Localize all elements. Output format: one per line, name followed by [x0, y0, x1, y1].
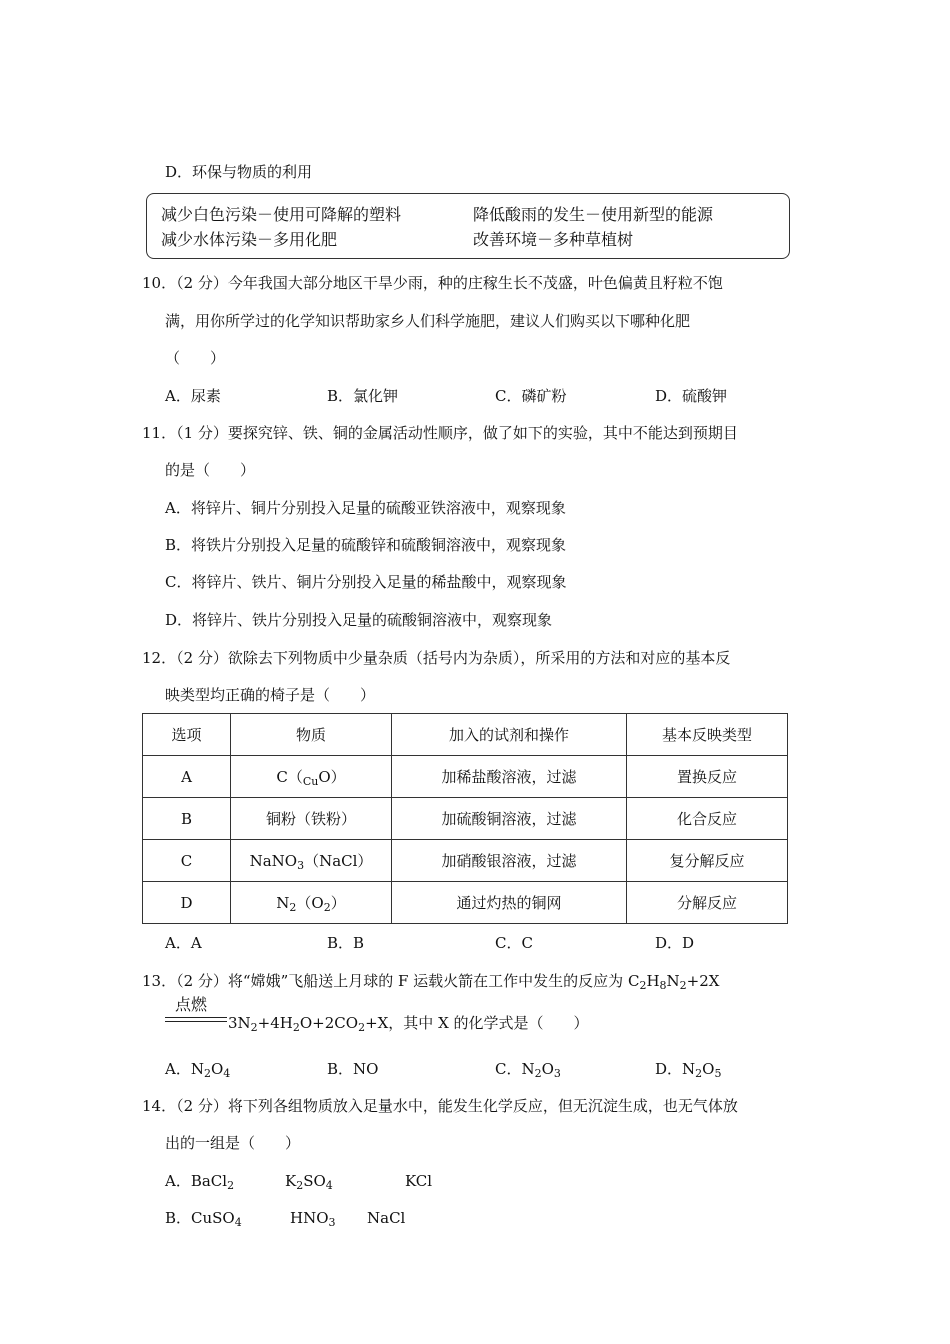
table-header-cell: 选项 [143, 714, 231, 756]
subscript: 2 [534, 1067, 542, 1080]
text: D．N [655, 1060, 696, 1078]
text: +2X [686, 972, 720, 990]
subscript: 2 [292, 1021, 300, 1034]
table-cell-option: B [143, 798, 231, 840]
subscript: 2 [227, 1179, 235, 1192]
table-cell-reagent: 通过灼热的铜网 [392, 882, 627, 924]
text: （O [296, 894, 324, 912]
q10-stem-line2: 满，用你所学过的化学知识帮助家乡人们科学施肥，建议人们购买以下哪种化肥 [165, 312, 691, 330]
text: 13．（2 分）将“嫦娥”飞船送上月球的 F 运载火箭在工作中发生的反应为 C [142, 972, 640, 990]
q10-option-b[interactable]: B．氯化钾 [327, 387, 399, 405]
q12-option-d[interactable]: D．D [655, 934, 695, 952]
subscript: 2 [296, 1179, 304, 1192]
q13-stem-line2 [228, 1013, 589, 1033]
table-cell-reagent: 加硫酸铜溶液，过滤 [392, 798, 627, 840]
table-header-cell: 物质 [231, 714, 392, 756]
subscript: 8 [659, 979, 667, 992]
subscript: 4 [325, 1179, 333, 1192]
q14-option-a-item3: KCl [405, 1172, 433, 1190]
table-cell-substance [231, 840, 392, 882]
text: （NaCl） [304, 852, 373, 870]
subscript: 5 [714, 1067, 722, 1080]
table-cell-substance [231, 882, 392, 924]
q14-option-a-item2 [285, 1171, 333, 1191]
q14-option-b[interactable] [165, 1208, 242, 1228]
subscript: 4 [223, 1067, 231, 1080]
q12-option-c[interactable]: C．C [495, 934, 533, 952]
table-cell-type: 置换反应 [627, 756, 788, 798]
q13-option-a[interactable] [165, 1059, 230, 1079]
box-text: 减少水体污染－多用化肥 [161, 230, 338, 249]
subscript: 4 [234, 1216, 242, 1229]
text: O+2CO [299, 1014, 359, 1032]
text: SO [303, 1172, 326, 1190]
q10-option-c[interactable]: C．磷矿粉 [495, 387, 567, 405]
table-row [143, 798, 788, 840]
table-header-cell: 加入的试剂和操作 [392, 714, 627, 756]
table-row [143, 756, 788, 798]
text: A．N [165, 1060, 204, 1078]
text: C（ [276, 768, 303, 786]
table-row [143, 882, 788, 924]
q13-option-d[interactable] [655, 1059, 721, 1079]
text: B．CuSO [165, 1209, 235, 1227]
q10-option-a[interactable]: A．尿素 [165, 387, 221, 405]
subscript: 3 [328, 1216, 336, 1229]
box-text: 降低酸雨的发生－使用新型的能源 [473, 205, 714, 224]
q14-option-a[interactable] [165, 1171, 234, 1191]
subscript: 3 [553, 1067, 561, 1080]
q14-stem-line1: 14．（2 分）将下列各组物质放入足量水中，能发生化学反应，但无沉淀生成，也无气体放 [142, 1097, 738, 1115]
text: NaNO [249, 852, 298, 870]
q14-stem-line2: 出的一组是（ ） [165, 1134, 301, 1152]
table-cell-option: D [143, 882, 231, 924]
text: O） [318, 768, 346, 786]
q12-option-a[interactable]: A．A [165, 934, 202, 952]
text: O [702, 1060, 715, 1078]
table-cell-substance [231, 756, 392, 798]
table-cell-reagent: 加稀盐酸溶液，过滤 [392, 756, 627, 798]
q13-option-b[interactable]: B．NO [327, 1060, 379, 1078]
table-cell-reagent: 加硝酸银溶液，过滤 [392, 840, 627, 882]
q11-option-c[interactable]: C．将锌片、铁片、铜片分别投入足量的稀盐酸中，观察现象 [165, 573, 567, 591]
q10-stem-line3: （ ） [165, 349, 226, 367]
subscript: 2 [695, 1067, 703, 1080]
table-header-cell: 基本反映类型 [627, 714, 788, 756]
table-cell-type: 复分解反应 [627, 840, 788, 882]
subscript: 2 [203, 1067, 211, 1080]
subscript: 2 [323, 901, 331, 914]
text: A．BaCl [165, 1172, 228, 1190]
equals-line [165, 1021, 227, 1022]
q14-option-b-item2 [290, 1208, 336, 1228]
q10-stem-line1: 10．（2 分）今年我国大部分地区干旱少雨，种的庄稼生长不茂盛，叶色偏黄且籽粒不饱 [142, 274, 723, 292]
q13-option-c[interactable] [495, 1059, 561, 1079]
q11-option-a[interactable]: A．将锌片、铜片分别投入足量的硫酸亚铁溶液中，观察现象 [165, 499, 566, 517]
text: N [666, 972, 680, 990]
reaction-condition [165, 996, 227, 1026]
q13-stem-line1 [142, 971, 719, 991]
text: +4H [257, 1014, 293, 1032]
equals-line [165, 1017, 227, 1018]
text: +X，其中 X 的化学式是（ ） [365, 1014, 589, 1032]
table-cell-option: A [143, 756, 231, 798]
q11-stem-line2: 的是（ ） [165, 461, 256, 479]
q9-option-d: D．环保与物质的利用 [165, 163, 313, 181]
text: N [276, 894, 290, 912]
subscript: 2 [289, 901, 297, 914]
q12-stem-line2: 映类型均正确的椅子是（ ） [165, 686, 376, 704]
box-text: 减少白色污染－使用可降解的塑料 [161, 205, 402, 224]
text: ） [330, 894, 346, 912]
table-cell-type: 化合反应 [627, 798, 788, 840]
q11-option-b[interactable]: B．将铁片分别投入足量的硫酸锌和硫酸铜溶液中，观察现象 [165, 536, 567, 554]
q11-option-d[interactable]: D．将锌片、铁片分别投入足量的硫酸铜溶液中，观察现象 [165, 611, 553, 629]
table-cell-substance: 铜粉（铁粉） [231, 798, 392, 840]
table-row [143, 840, 788, 882]
text: O [541, 1060, 554, 1078]
table-cell-type: 分解反应 [627, 882, 788, 924]
q12-stem-line1: 12．（2 分）欲除去下列物质中少量杂质（括号内为杂质），所采用的方法和对应的基本反 [142, 649, 731, 667]
text: K [285, 1172, 297, 1190]
text: HNO [290, 1209, 329, 1227]
subscript: 2 [679, 979, 687, 992]
q11-stem-line1: 11．（1 分）要探究锌、铁、铜的金属活动性顺序，做了如下的实验，其中不能达到预期目 [142, 424, 738, 442]
text: C．N [495, 1060, 535, 1078]
q14-option-b-item3: NaCl [367, 1209, 406, 1227]
q9-option-d-box [146, 193, 790, 259]
text: O [210, 1060, 224, 1078]
table-header-row [143, 714, 788, 756]
subscript: 3 [297, 859, 305, 872]
subscript: Cu [302, 775, 319, 788]
q12-option-b[interactable]: B．B [327, 934, 365, 952]
q12-table [142, 713, 788, 924]
subscript: 2 [358, 1021, 366, 1034]
text: H [646, 972, 660, 990]
condition-label: 点燃 [175, 995, 208, 1014]
table-cell-option: C [143, 840, 231, 882]
q10-option-d[interactable]: D．硫酸钾 [655, 387, 728, 405]
subscript: 2 [250, 1021, 258, 1034]
box-text: 改善环境－多种草植树 [473, 230, 634, 249]
text: 3N [228, 1014, 251, 1032]
subscript: 2 [639, 979, 647, 992]
